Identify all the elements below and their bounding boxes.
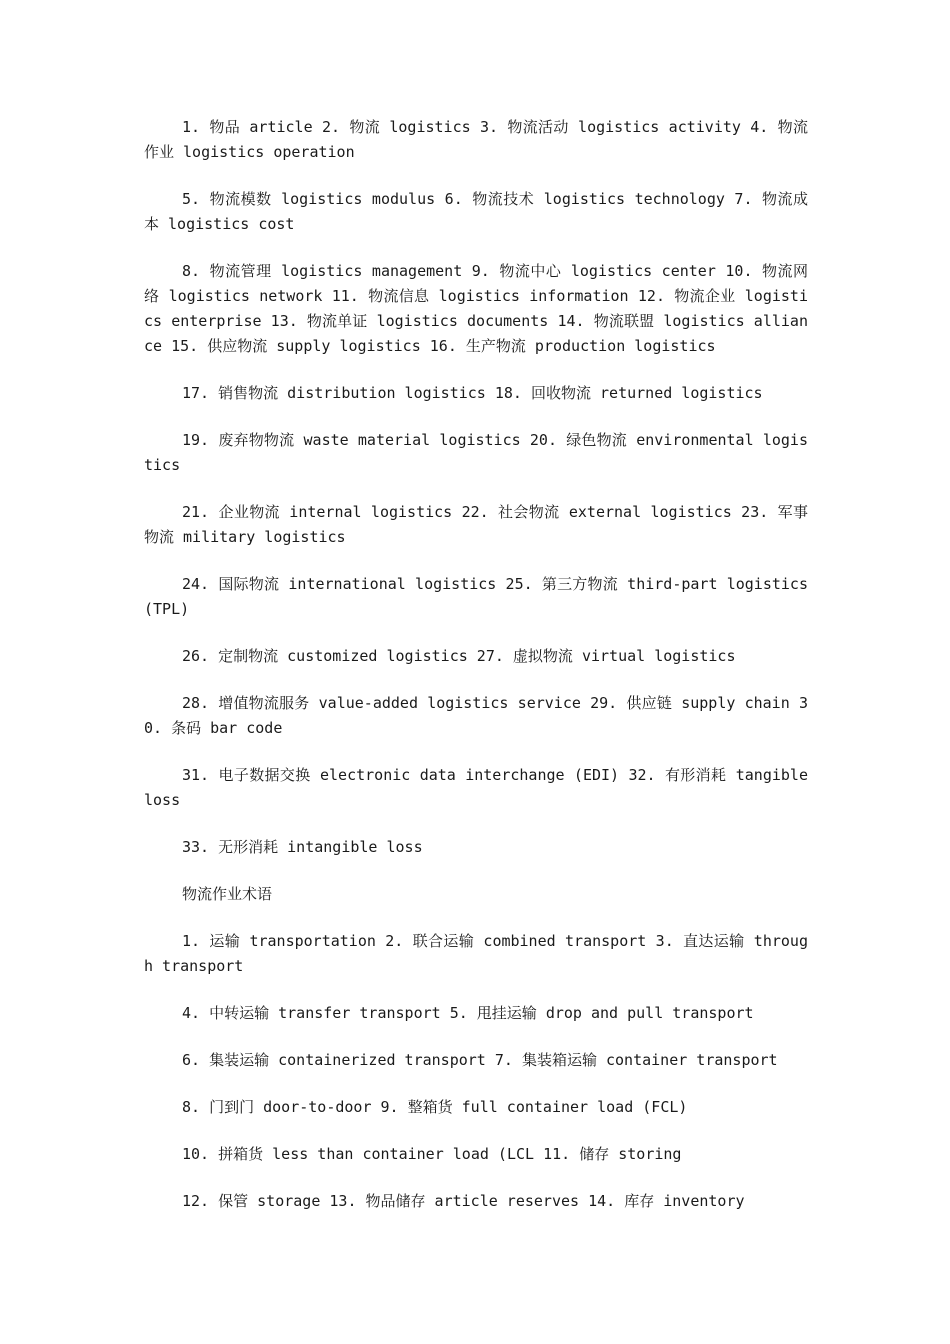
section-paragraph-1-3: 1. 运输 transportation 2. 联合运输 combined transport 3. 直达运输 through transport <box>144 932 808 975</box>
paragraph-terms-24-25: 24. 国际物流 international logistics 25. 第三方物流 third-part logistics (TPL) <box>144 575 808 618</box>
paragraph-terms-33: 33. 无形消耗 intangible loss <box>182 838 423 856</box>
paragraph-terms-21-23: 21. 企业物流 internal logistics 22. 社会物流 external logistics 23. 军事物流 military logistics <box>144 503 808 546</box>
section-heading: 物流作业术语 <box>182 885 273 903</box>
section-paragraph-8-9: 8. 门到门 door-to-door 9. 整箱货 full container load (FCL) <box>182 1098 688 1116</box>
section-paragraph-6-7: 6. 集装运输 containerized transport 7. 集装箱运输 container transport <box>182 1051 778 1069</box>
paragraph-terms-17-18: 17. 销售物流 distribution logistics 18. 回收物流 returned logistics <box>182 384 763 402</box>
paragraph-terms-1-4: 1. 物品 article 2. 物流 logistics 3. 物流活动 logistics activity 4. 物流作业 logistics operation <box>144 118 808 161</box>
paragraph-terms-28-30: 28. 增值物流服务 value-added logistics service 29. 供应链 supply chain 30. 条码 bar code <box>144 694 808 737</box>
section-paragraph-10-11: 10. 拼箱货 less than container load (LCL 11. 储存 storing <box>182 1145 682 1163</box>
section-paragraph-4-5: 4. 中转运输 transfer transport 5. 甩挂运输 drop and pull transport <box>182 1004 754 1022</box>
paragraph-terms-19-20: 19. 废弃物物流 waste material logistics 20. 绿色物流 environmental logistics <box>144 431 808 474</box>
paragraph-terms-26-27: 26. 定制物流 customized logistics 27. 虚拟物流 virtual logistics <box>182 647 736 665</box>
paragraph-terms-31-32: 31. 电子数据交换 electronic data interchange (EDI) 32. 有形消耗 tangible loss <box>144 766 808 809</box>
document-body <box>144 115 808 1236</box>
paragraph-terms-8-16: 8. 物流管理 logistics management 9. 物流中心 logistics center 10. 物流网络 logistics network 11. 物流信息 logistics information 12. 物流企业 logistics enterprise 13. 物流单证 logistics documents 14. 物流联盟 logistics alliance 15. 供应物流 supply logistics 16. 生产物流 production logistics <box>144 262 808 355</box>
section-paragraph-12-14: 12. 保管 storage 13. 物品储存 article reserves 14. 库存 inventory <box>182 1192 745 1210</box>
paragraph-terms-5-7: 5. 物流模数 logistics modulus 6. 物流技术 logistics technology 7. 物流成本 logistics cost <box>144 190 808 233</box>
